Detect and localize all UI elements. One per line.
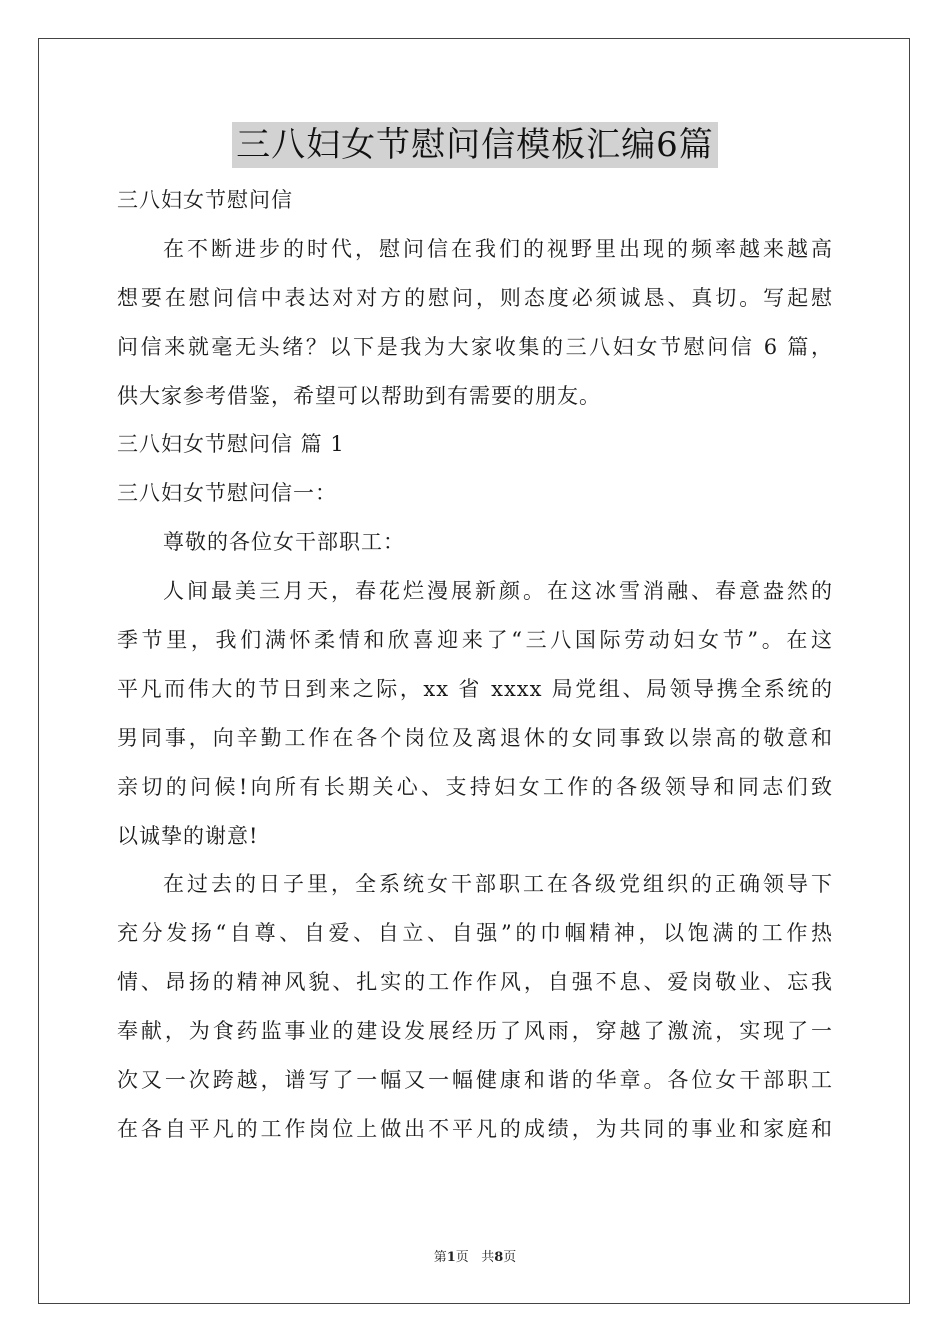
text-line: 在各自平凡的工作岗位上做出不平凡的成绩，为共同的事业和家庭和 bbox=[117, 1116, 833, 1141]
text-line: 次又一次跨越，谱写了一幅又一幅健康和谐的华章。各位女干部职工 bbox=[117, 1068, 833, 1093]
text-line: 充分发扬“自尊、自爱、自立、自强”的巾帼精神，以饱满的工作热 bbox=[117, 921, 833, 946]
document-body bbox=[117, 176, 833, 1154]
page-total: 8 bbox=[494, 1250, 504, 1265]
text-line: 平凡而伟大的节日到来之际，xx 省 xxxx 局党组、局领导携全系统的 bbox=[117, 676, 833, 701]
text-line: 季节里，我们满怀柔情和欣喜迎来了“三八国际劳动妇女节”。在这 bbox=[117, 628, 833, 653]
document-title: 三八妇女节慰问信模板汇编6篇 bbox=[232, 122, 718, 168]
text-line: 三八妇女节慰问信 篇 1 bbox=[117, 432, 345, 457]
page-prefix: 第 bbox=[433, 1250, 447, 1265]
text-line: 以诚挚的谢意! bbox=[117, 823, 259, 848]
text-line: 男同事，向辛勤工作在各个岗位及离退休的女同事致以崇高的敬意和 bbox=[117, 725, 833, 750]
text-line: 奉献，为食药监事业的建设发展经历了风雨，穿越了激流，实现了一 bbox=[117, 1019, 833, 1044]
text-line: 三八妇女节慰问信一： bbox=[117, 481, 337, 506]
text-line: 供大家参考借鉴，希望可以帮助到有需要的朋友。 bbox=[117, 383, 601, 408]
text-line: 尊敬的各位女干部职工： bbox=[163, 530, 405, 555]
text-line: 三八妇女节慰问信 bbox=[117, 188, 293, 212]
total-suffix: 页 bbox=[503, 1250, 517, 1265]
page-current: 1 bbox=[446, 1250, 456, 1265]
total-prefix: 共 bbox=[481, 1250, 495, 1265]
text-line: 问信来就毫无头绪？以下是我为大家收集的三八妇女节慰问信 6 篇， bbox=[117, 334, 833, 359]
text-line: 情、昂扬的精神风貌、扎实的工作作风，自强不息、爱岗敬业、忘我 bbox=[117, 970, 833, 995]
text-line: 在过去的日子里，全系统女干部职工在各级党组织的正确领导下 bbox=[163, 872, 833, 897]
title-container bbox=[0, 122, 950, 168]
text-line: 想要在慰问信中表达对对方的慰问，则态度必须诚恳、真切。写起慰 bbox=[117, 285, 833, 310]
text-line: 在不断进步的时代，慰问信在我们的视野里出现的频率越来越高 bbox=[163, 236, 833, 261]
page-footer bbox=[0, 1246, 950, 1265]
text-line: 亲切的问候!向所有长期关心、支持妇女工作的各级领导和同志们致 bbox=[117, 774, 833, 799]
page-suffix: 页 bbox=[455, 1250, 469, 1265]
text-line: 人间最美三月天，春花烂漫展新颜。在这冰雪消融、春意盎然的 bbox=[163, 579, 833, 604]
